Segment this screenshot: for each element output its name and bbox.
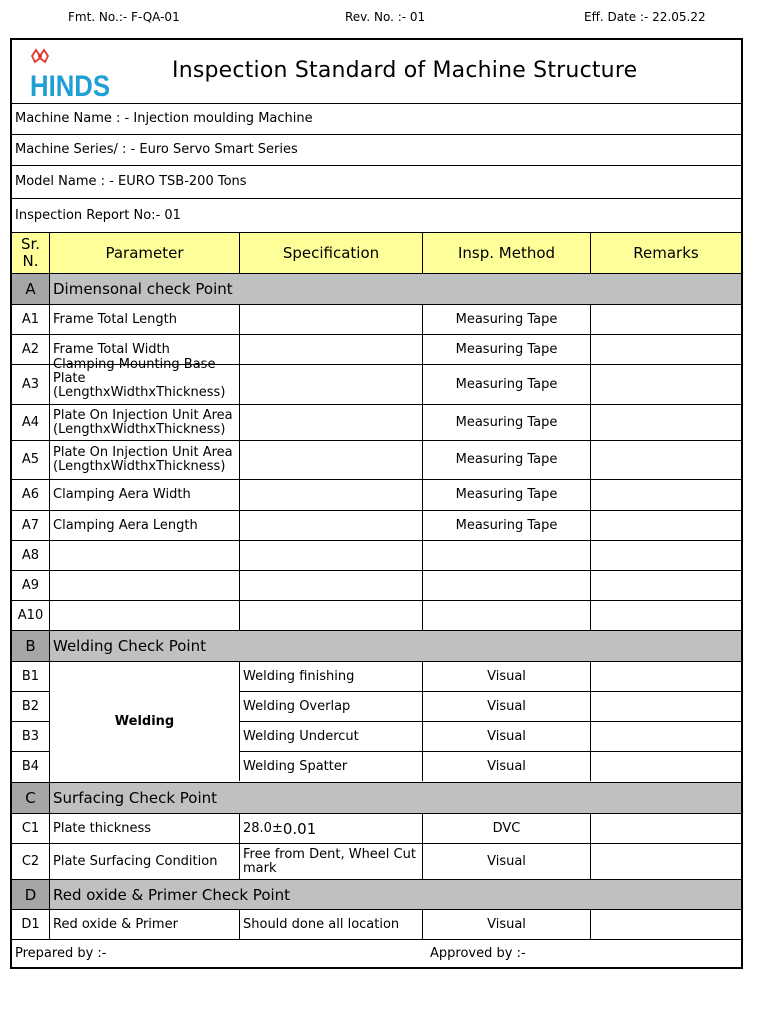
method-cell [422, 571, 590, 600]
sr-cell: B3 [21, 728, 40, 744]
table-row [12, 570, 741, 600]
sr-cell: B4 [21, 758, 40, 774]
format-number: Fmt. No.:- F-QA-01 [68, 10, 180, 24]
remarks-cell [590, 692, 741, 721]
remarks-cell [590, 814, 741, 843]
table-row [12, 843, 741, 879]
sr-cell: A1 [21, 311, 40, 327]
method-cell: Visual [422, 752, 590, 781]
spec-cell: Welding finishing [239, 662, 422, 691]
spec-cell: Welding Undercut [239, 722, 422, 751]
section-letter: D [12, 880, 49, 910]
remarks-cell [590, 910, 741, 939]
spec-cell: Welding Overlap [239, 692, 422, 721]
parameter-cell: Frame Total Length [49, 305, 239, 334]
method-cell: Measuring Tape [422, 480, 590, 510]
remarks-cell [590, 541, 741, 570]
sr-cell: B2 [21, 698, 40, 714]
effective-date: Eff. Date :- 22.05.22 [584, 10, 706, 24]
section-row-c [12, 782, 741, 813]
spec-cell [239, 511, 422, 540]
remarks-cell [590, 662, 741, 691]
table-row [12, 909, 741, 939]
remarks-cell [590, 405, 741, 440]
machine-series: Machine Series/ : - Euro Servo Smart Series [15, 142, 298, 157]
remarks-cell [590, 441, 741, 479]
parameter-cell: Plate Surfacing Condition [49, 844, 239, 879]
section-row-d [12, 879, 741, 910]
col-specification: Specification [239, 233, 422, 273]
spec-cell [239, 441, 422, 479]
parameter-cell: Plate thickness [49, 814, 239, 843]
remarks-cell [590, 335, 741, 364]
parameter-cell [49, 541, 239, 570]
machine-name-row [12, 103, 741, 134]
table-row [12, 600, 741, 630]
table-row [12, 479, 741, 510]
sr-cell: B1 [21, 668, 40, 684]
section-title: Red oxide & Primer Check Point [49, 880, 741, 910]
hinds-logo [28, 48, 112, 103]
col-parameter: Parameter [49, 233, 239, 273]
sr-cell: D1 [21, 916, 40, 932]
parameter-cell: Plate On Injection Unit Area (LengthxWidthxThickness) [49, 441, 239, 479]
remarks-cell [590, 844, 741, 879]
model-name: Model Name : - EURO TSB-200 Tons [15, 174, 247, 189]
logo-mark-icon [28, 48, 112, 103]
revision-number: Rev. No. :- 01 [345, 10, 426, 24]
report-no-row [12, 198, 741, 232]
method-cell: Visual [422, 844, 590, 879]
remarks-cell [590, 601, 741, 630]
method-cell: Measuring Tape [422, 511, 590, 540]
spec-cell: Welding Spatter [239, 752, 422, 781]
spec-cell [239, 335, 422, 364]
method-cell: Visual [422, 662, 590, 691]
section-row-b [12, 630, 741, 661]
table-row [12, 540, 741, 570]
spec-value: 28.0± [243, 820, 283, 836]
sr-cell: A9 [21, 577, 40, 593]
spec-cell [239, 305, 422, 334]
section-title: Dimensonal check Point [49, 274, 741, 304]
section-row-a [12, 273, 741, 304]
section-letter: C [12, 783, 49, 813]
parameter-cell: Clamping Aera Length [49, 511, 239, 540]
section-title: Surfacing Check Point [49, 783, 741, 813]
method-cell [422, 601, 590, 630]
machine-name: Machine Name : - Injection moulding Machine [15, 111, 313, 126]
remarks-cell [590, 305, 741, 334]
model-name-row [12, 165, 741, 198]
svg-text:HINDS: HINDS [30, 70, 110, 103]
col-method: Insp. Method [422, 233, 590, 273]
spec-cell: Should done all location [239, 910, 422, 939]
section-title: Welding Check Point [49, 631, 741, 661]
col-remarks: Remarks [590, 233, 741, 273]
spec-cell [239, 480, 422, 510]
spec-cell [239, 814, 422, 843]
remarks-cell [590, 571, 741, 600]
method-cell: Visual [422, 910, 590, 939]
col-sr: Sr. N. [12, 233, 49, 273]
spec-cell [239, 405, 422, 440]
sr-cell: A8 [21, 547, 40, 563]
method-cell: Measuring Tape [422, 441, 590, 479]
parameter-cell: Plate On Injection Unit Area (LengthxWidthxThickness) [49, 405, 239, 440]
remarks-cell [590, 480, 741, 510]
parameter-cell [49, 601, 239, 630]
method-cell: Visual [422, 692, 590, 721]
form-title: Inspection Standard of Machine Structure [172, 58, 638, 83]
remarks-cell [590, 511, 741, 540]
remarks-cell [590, 365, 741, 404]
signature-row [12, 939, 741, 967]
spec-cell [239, 365, 422, 404]
sr-cell: A2 [21, 341, 40, 357]
method-cell: Measuring Tape [422, 335, 590, 364]
parameter-cell [49, 571, 239, 600]
approved-by: Approved by :- [430, 945, 526, 961]
method-cell: Measuring Tape [422, 405, 590, 440]
sr-cell: A6 [21, 487, 40, 502]
spec-cell [239, 571, 422, 600]
spec-cell: Free from Dent, Wheel Cut mark [239, 844, 422, 879]
table-row [12, 813, 741, 843]
machine-series-row [12, 134, 741, 165]
column-header-row [12, 232, 741, 273]
table-row [12, 357, 741, 404]
prepared-by: Prepared by :- [15, 945, 107, 961]
method-cell: Visual [422, 722, 590, 751]
parameter-cell: Red oxide & Primer [49, 910, 239, 939]
remarks-cell [590, 722, 741, 751]
spec-cell [239, 541, 422, 570]
sr-cell: C1 [21, 820, 40, 836]
table-row [12, 510, 741, 540]
table-row [12, 404, 741, 440]
parameter-cell: Frame Total Width [49, 335, 239, 364]
spec-tolerance: 0.01 [282, 819, 317, 838]
table-row [12, 304, 741, 334]
remarks-cell [590, 752, 741, 781]
method-cell: Measuring Tape [422, 305, 590, 334]
inspection-form [10, 38, 743, 969]
report-number: Inspection Report No:- 01 [15, 207, 181, 223]
welding-group-cell: Welding [49, 661, 239, 782]
section-letter: A [12, 274, 49, 304]
sr-cell: C2 [21, 853, 40, 869]
parameter-cell: Clamping Aera Width [49, 480, 239, 510]
spec-cell [239, 601, 422, 630]
method-cell [422, 541, 590, 570]
sr-cell: A5 [21, 452, 40, 467]
table-row [12, 440, 741, 479]
sr-cell: A10 [17, 607, 44, 623]
parameter-cell: Clamping Mounting Base Plate (LengthxWidthxThickness) [49, 365, 239, 404]
sr-cell: A4 [21, 414, 40, 430]
method-cell: Measuring Tape [422, 365, 590, 404]
section-letter: B [12, 631, 49, 661]
sr-cell: A7 [21, 517, 40, 533]
method-cell: DVC [422, 814, 590, 843]
sr-cell: A3 [21, 376, 40, 392]
